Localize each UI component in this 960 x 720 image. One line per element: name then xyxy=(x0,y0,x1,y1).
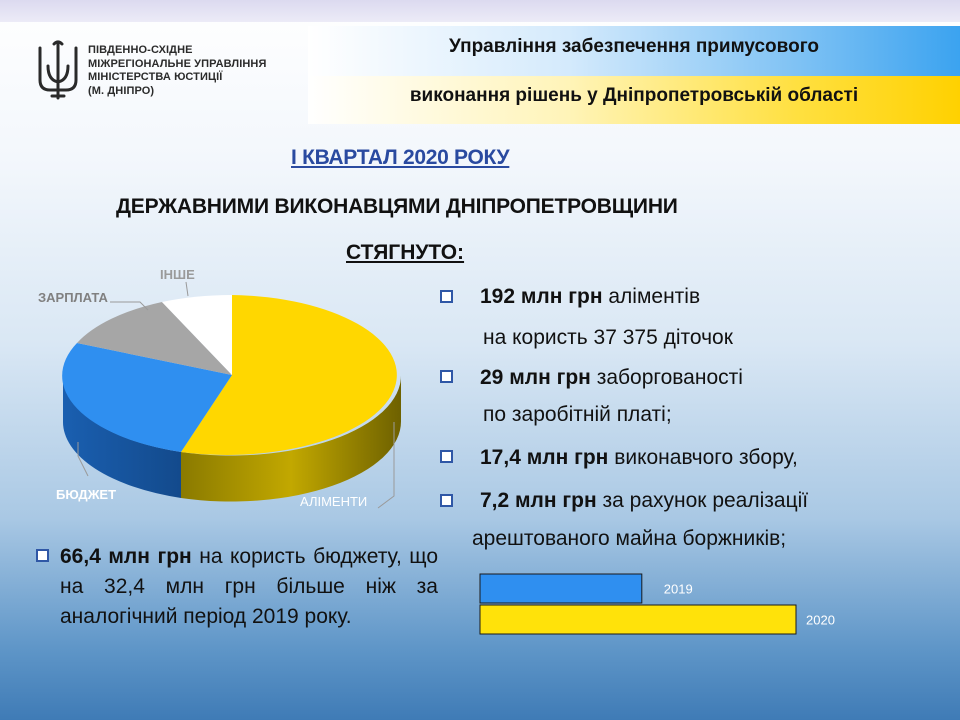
bullet-square-icon xyxy=(36,549,49,562)
stat-amount: 192 млн грн xyxy=(480,285,603,308)
organization-name xyxy=(88,44,288,98)
stat-amount: 29 млн грн xyxy=(480,366,591,389)
budget-text: на користь бюджету, що на 32,4 млн грн більше ніж за аналогічний період 2019 року. xyxy=(60,545,439,628)
stat-property-cont: арештованого майна боржників; xyxy=(472,527,787,550)
bullet-square-icon xyxy=(440,370,453,383)
stat-alimony xyxy=(480,285,700,309)
budget-amount: 66,4 млн грн xyxy=(60,545,192,568)
pie-label-zarplata: ЗАРПЛАТА xyxy=(38,290,108,305)
stat-amount: 7,2 млн грн xyxy=(480,489,597,512)
stat-text: аліментів xyxy=(602,285,701,308)
leader-inshe xyxy=(186,282,188,296)
bullet-square-icon xyxy=(440,290,453,303)
trident-logo-icon xyxy=(34,40,82,102)
org-line: ПІВДЕННО-СХІДНЕ xyxy=(88,44,193,56)
collected-heading: СТЯГНУТО: xyxy=(346,241,465,264)
pie-label-biudzhet: БЮДЖЕТ xyxy=(56,487,117,502)
bar-label-2020: 2020 xyxy=(806,612,835,628)
stat-amount: 17,4 млн грн xyxy=(480,446,609,469)
budget-paragraph xyxy=(60,542,438,632)
stat-text: виконавчого збору, xyxy=(608,446,798,469)
top-band xyxy=(0,0,960,22)
stat-property xyxy=(480,489,808,513)
quarter-title: І КВАРТАЛ 2020 РОКУ xyxy=(291,146,510,169)
org-line: МІНІСТЕРСТВА ЮСТИЦІЇ xyxy=(88,71,223,83)
header-title-line2: виконання рішень у Дніпропетровській області xyxy=(409,85,859,106)
stat-wages xyxy=(480,366,743,390)
bullet-square-icon xyxy=(440,450,453,463)
bullet-square-icon xyxy=(440,494,453,507)
stat-text: заборгованості xyxy=(590,366,743,389)
page-heading: ДЕРЖАВНИМИ ВИКОНАВЦЯМИ ДНІПРОПЕТРОВЩИНИ xyxy=(116,195,678,218)
pie-label-inshe: ІНШЕ xyxy=(160,267,195,282)
bar-label-2019: 2019 xyxy=(663,581,693,597)
org-line: (М. ДНІПРО) xyxy=(88,84,155,97)
org-line: МІЖРЕГІОНАЛЬНЕ УПРАВЛІННЯ xyxy=(88,57,267,70)
bar-2020 xyxy=(480,605,796,634)
stat-wages-cont: по заробітній платі; xyxy=(483,403,672,426)
pie-label-alimenty: АЛІМЕНТИ xyxy=(300,494,368,509)
stat-text: за рахунок реалізації xyxy=(596,489,809,512)
stat-alimony-cont: на користь 37 375 діточок xyxy=(483,326,733,349)
comparison-bar-chart xyxy=(470,566,870,646)
header-title-line1: Управління забезпечення примусового xyxy=(449,36,819,57)
stat-fee xyxy=(480,446,798,470)
bar-2019 xyxy=(480,574,642,603)
